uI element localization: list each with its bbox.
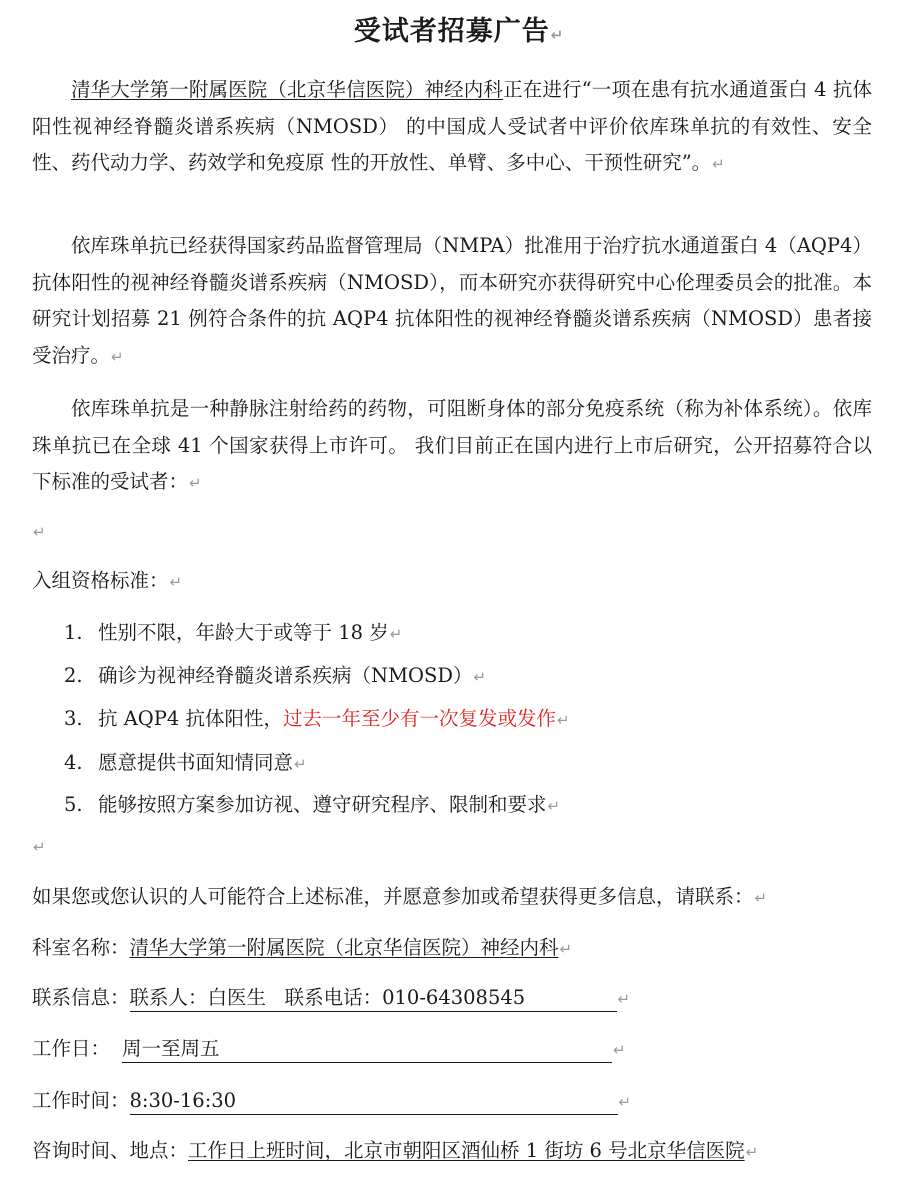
drug-text: 依库珠单抗是一种静脉注射给药的药物，可阻断身体的部分免疫系统（称为补体系统）。依库珠单抗已在全球 41 个国家获得上市许可。 我们目前正在国内进行上市后研究，公开招募符合以下标准的受试者： bbox=[32, 397, 872, 493]
empty-line bbox=[32, 517, 46, 547]
paragraph-mark-icon: ↵ bbox=[618, 1093, 632, 1111]
paragraph-mark-icon: ↵ bbox=[169, 573, 183, 591]
intro-paragraph bbox=[32, 72, 872, 183]
criteria-item bbox=[64, 704, 570, 735]
contact-line bbox=[32, 983, 630, 1014]
title-text: 受试者招募广告 bbox=[353, 16, 550, 47]
approval-paragraph bbox=[32, 228, 872, 375]
criteria-text: 抗 AQP4 抗体阳性， bbox=[98, 707, 283, 730]
paragraph-mark-icon: ↵ bbox=[33, 838, 46, 856]
paragraph-mark-icon: ↵ bbox=[712, 155, 725, 173]
criteria-number: 2. bbox=[64, 664, 83, 687]
criteria-number: 1. bbox=[64, 621, 83, 644]
criteria-item bbox=[64, 748, 307, 779]
paragraph-mark-icon: ↵ bbox=[557, 711, 570, 729]
paragraph-mark-icon: ↵ bbox=[473, 668, 487, 686]
paragraph-mark-icon: ↵ bbox=[559, 940, 573, 958]
paragraph-mark-icon: ↵ bbox=[617, 990, 631, 1008]
empty-line bbox=[32, 832, 46, 862]
paragraph-mark-icon: ↵ bbox=[294, 755, 307, 773]
paragraph-mark-icon: ↵ bbox=[550, 26, 565, 44]
dept-label: 科室名称： bbox=[32, 936, 130, 959]
criteria-text: 能够按照方案参加访视、遵守研究程序、限制和要求 bbox=[98, 793, 547, 816]
consult-value: 工作日上班时间，北京市朝阳区酒仙桥 1 街坊 6 号北京华信医院 bbox=[188, 1139, 745, 1162]
workday-value: 周一至周五 bbox=[122, 1036, 612, 1063]
workday-line bbox=[32, 1034, 626, 1065]
criteria-item bbox=[64, 618, 402, 649]
approval-text: 依库珠单抗已经获得国家药品监督管理局（NMPA）批准用于治疗抗水通道蛋白 4（AQP4）抗体阳性的视神经脊髓炎谱系疾病（NMOSD），而本研究亦获得研究中心伦理委员会的批准。本研究计划招募 21 例符合条件的抗 AQP4 抗体阳性的视神经脊髓炎谱系疾病（NMOSD）患者接受治疗。 bbox=[32, 234, 872, 367]
paragraph-mark-icon: ↵ bbox=[547, 797, 561, 815]
paragraph-mark-icon: ↵ bbox=[754, 889, 768, 907]
paragraph-mark-icon: ↵ bbox=[745, 1143, 759, 1161]
criteria-number: 4. bbox=[64, 751, 83, 774]
criteria-heading-text: 入组资格标准： bbox=[32, 569, 169, 592]
criteria-text: 确诊为视神经脊髓炎谱系疾病（NMOSD） bbox=[98, 664, 473, 687]
criteria-text: 性别不限，年龄大于或等于 18 岁 bbox=[98, 621, 389, 644]
worktime-line bbox=[32, 1086, 631, 1117]
intro-text: 正在进行“一项在患有抗水通道蛋白 4 抗体阳性视神经脊髓炎谱系疾病（NMOSD） 的中国成人受试者中评价依库珠单抗的有效性、安全性、药代动力学、药效学和免疫原 性的开放性、单臂、多中心、干预性研究”。 bbox=[32, 78, 872, 174]
worktime-value: 8:30-16:30 bbox=[130, 1088, 618, 1115]
criteria-highlight: 过去一年至少有一次复发或发作 bbox=[283, 707, 557, 730]
criteria-item bbox=[64, 661, 486, 692]
criteria-heading bbox=[32, 566, 182, 597]
paragraph-mark-icon: ↵ bbox=[389, 625, 403, 643]
paragraph-mark-icon: ↵ bbox=[111, 347, 124, 366]
paragraph-mark-icon: ↵ bbox=[189, 474, 202, 492]
criteria-text: 愿意提供书面知情同意 bbox=[98, 751, 294, 774]
dept-line bbox=[32, 933, 572, 964]
paragraph-mark-icon: ↵ bbox=[613, 1041, 626, 1059]
paragraph-mark-icon: ↵ bbox=[33, 523, 46, 541]
consult-label: 咨询时间、地点： bbox=[32, 1139, 189, 1162]
drug-paragraph bbox=[32, 391, 872, 502]
criteria-number: 3. bbox=[64, 707, 83, 730]
contact-value: 联系人：白医生 联系电话：010-64308545 bbox=[130, 985, 617, 1012]
dept-value: 清华大学第一附属医院（北京华信医院）神经内科 bbox=[129, 936, 559, 959]
criteria-item bbox=[64, 790, 560, 821]
hospital-name: 清华大学第一附属医院（北京华信医院）神经内科 bbox=[71, 78, 504, 101]
contact-intro bbox=[32, 882, 767, 913]
workday-label: 工作日： bbox=[32, 1037, 111, 1060]
contact-intro-text: 如果您或您认识的人可能符合上述标准，并愿意参加或希望获得更多信息，请联系： bbox=[32, 885, 754, 908]
worktime-label: 工作时间： bbox=[32, 1089, 130, 1112]
criteria-number: 5. bbox=[64, 793, 83, 816]
contact-label: 联系信息： bbox=[32, 986, 130, 1009]
page-title bbox=[0, 14, 918, 53]
consult-line bbox=[32, 1136, 758, 1167]
